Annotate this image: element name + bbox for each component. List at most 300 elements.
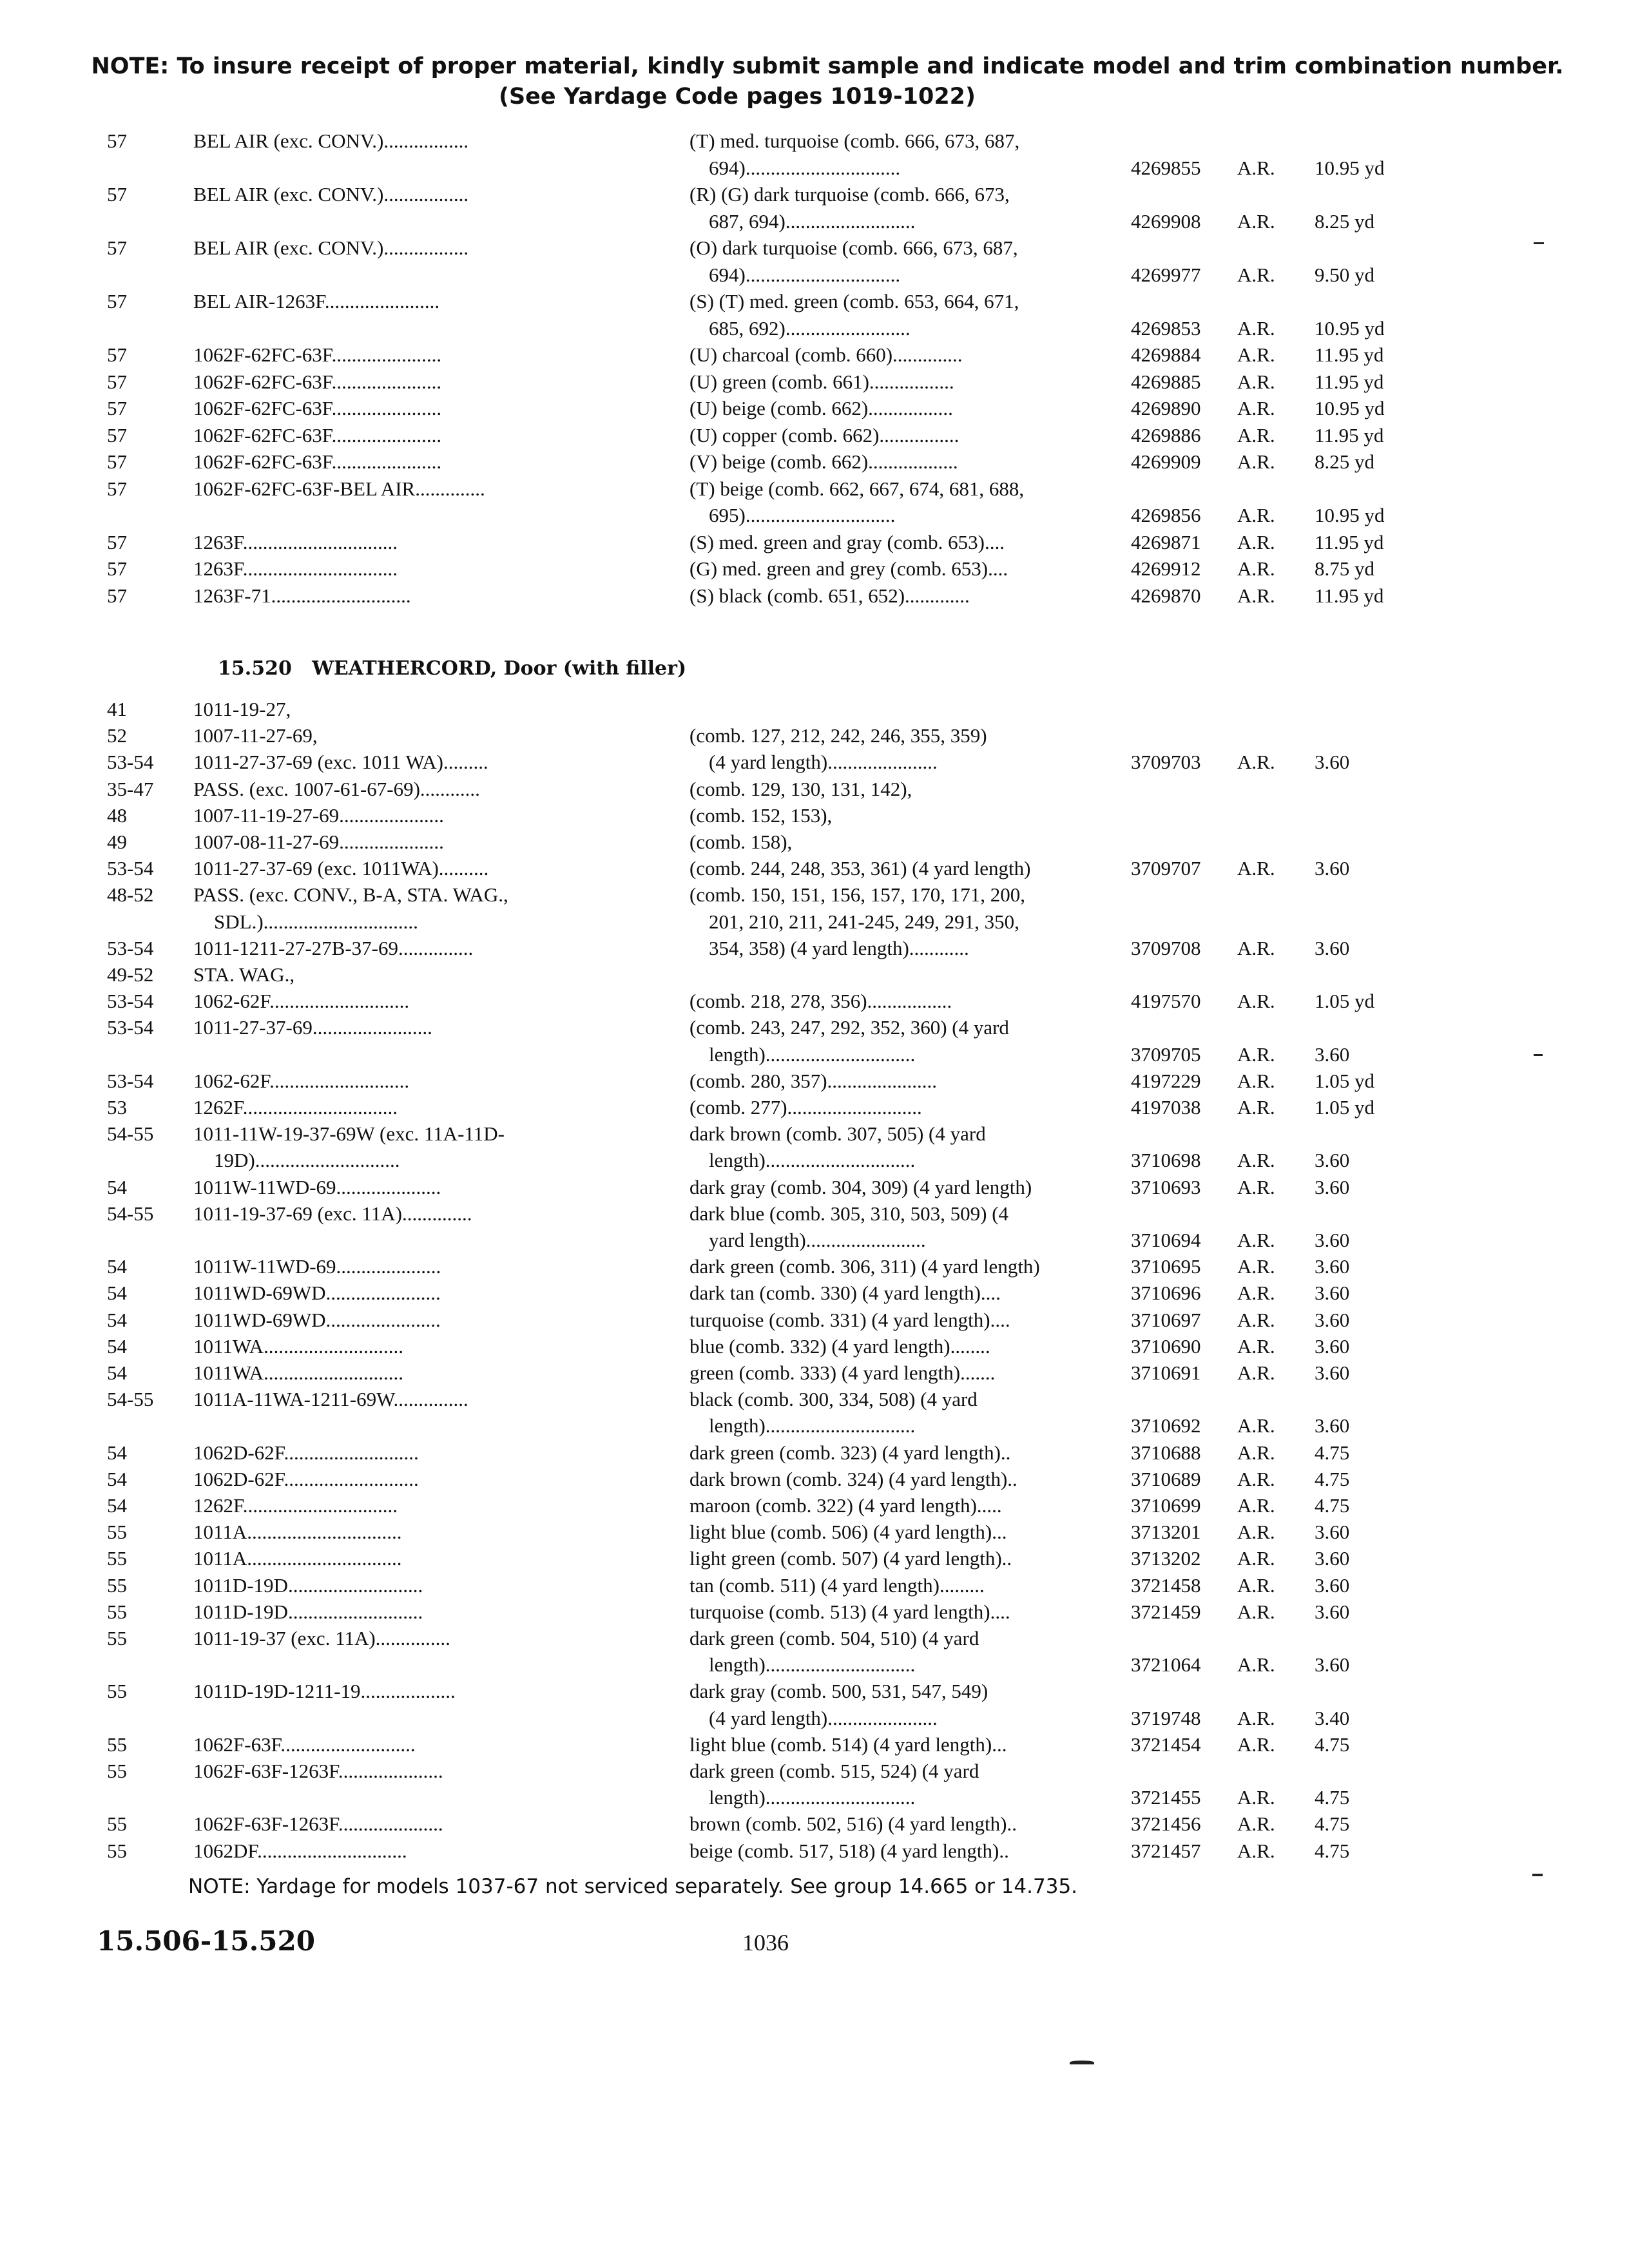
row-description: 687, 694).......................... (709, 209, 916, 233)
row-model: BEL AIR (exc. CONV.)................. (193, 130, 469, 152)
table-row (0, 208, 1547, 235)
row-description: dark brown (comb. 324) (4 yard length).. (689, 1467, 1017, 1490)
row-year: 55 (107, 1600, 127, 1623)
row-year: 53-54 (107, 1069, 154, 1092)
row-part-number: 3710698 (1131, 1149, 1201, 1172)
row-quantity: A.R. (1237, 857, 1275, 880)
row-description: (S) black (comb. 651, 652)............. (689, 584, 970, 607)
row-model: 1062F-63F-1263F..................... (193, 1760, 443, 1782)
row-price: 4.75 (1315, 1441, 1350, 1464)
row-year: 53 (107, 1096, 127, 1119)
row-price: 3.60 (1315, 1414, 1350, 1437)
row-model: 1011-27-37-69 (exc. 1011WA).......... (193, 857, 489, 880)
table-row (0, 262, 1547, 288)
row-price: 10.95 yd (1315, 504, 1385, 526)
row-model: 1007-11-27-69, (193, 724, 318, 747)
table-row (0, 1545, 1547, 1571)
table-row (0, 1599, 1547, 1625)
table-row (0, 1731, 1547, 1758)
header-note-line2: (See Yardage Code pages 1019-1022) (498, 84, 976, 110)
row-price: 8.75 yd (1315, 557, 1374, 580)
row-quantity: A.R. (1237, 209, 1275, 233)
row-quantity: A.R. (1237, 1441, 1275, 1464)
row-part-number: 4269871 (1131, 530, 1201, 553)
row-quantity: A.R. (1237, 1229, 1275, 1251)
table-row (0, 288, 1547, 314)
row-quantity: A.R. (1237, 1467, 1275, 1490)
row-model: 1011WA............................ (193, 1334, 404, 1358)
row-price: 3.60 (1315, 857, 1350, 880)
row-part-number: 4269885 (1131, 370, 1201, 393)
row-year: 41 (107, 698, 127, 720)
row-description: 695).............................. (709, 504, 896, 526)
row-quantity: A.R. (1237, 1786, 1275, 1809)
row-description: 694)............................... (709, 156, 901, 179)
row-quantity: A.R. (1237, 156, 1275, 179)
row-part-number: 3721454 (1131, 1733, 1201, 1756)
row-description: turquoise (comb. 513) (4 yard length).... (689, 1600, 1010, 1623)
row-price: 8.25 yd (1315, 209, 1374, 233)
row-year: 57 (107, 370, 127, 393)
table-row (0, 802, 1547, 829)
row-price: 8.25 yd (1315, 450, 1374, 473)
row-description: dark green (comb. 504, 510) (4 yard (689, 1627, 979, 1649)
row-price: 11.95 yd (1315, 370, 1384, 393)
row-part-number: 3721064 (1131, 1653, 1201, 1677)
row-part-number: 4269977 (1131, 263, 1201, 286)
row-quantity: A.R. (1237, 1334, 1275, 1358)
row-price: 3.60 (1315, 1175, 1350, 1198)
section-number: 15.520 (218, 657, 292, 680)
row-year: 48-52 (107, 883, 154, 907)
row-description: beige (comb. 517, 518) (4 yard length).. (689, 1839, 1009, 1862)
row-quantity: A.R. (1237, 1255, 1275, 1278)
row-description: 685, 692)......................... (709, 316, 911, 340)
row-description: (S) med. green and gray (comb. 653).... (689, 530, 1005, 553)
row-year: 54-55 (107, 1122, 154, 1146)
table-row (0, 881, 1547, 908)
row-quantity: A.R. (1237, 1706, 1275, 1729)
table-row (0, 988, 1547, 1014)
row-description: length).............................. (709, 1149, 916, 1172)
row-price: 3.60 (1315, 1521, 1350, 1544)
row-model: 1011A............................... (193, 1521, 402, 1544)
row-part-number: 3721455 (1131, 1786, 1201, 1809)
table-row (0, 529, 1547, 555)
row-price: 3.60 (1315, 936, 1350, 959)
row-model: 1263F............................... (193, 557, 398, 580)
row-model: 1062F-62FC-63F...................... (193, 450, 442, 473)
row-description: (comb. 218, 278, 356)................. (689, 990, 952, 1013)
row-model: 1062F-62FC-63F...................... (193, 343, 442, 366)
row-price: 3.60 (1315, 1149, 1350, 1172)
row-model: PASS. (exc. 1007-61-67-69)............ (193, 777, 480, 800)
table-row (0, 1360, 1547, 1386)
row-year: 57 (107, 477, 127, 500)
table-row (0, 1253, 1547, 1280)
row-description: dark blue (comb. 305, 310, 503, 509) (4 (689, 1202, 1009, 1225)
row-model: 1062F-62FC-63F-BEL AIR.............. (193, 477, 485, 500)
row-price: 3.60 (1315, 1547, 1350, 1570)
row-year: 54 (107, 1334, 127, 1358)
row-part-number: 3710690 (1131, 1334, 1201, 1358)
table-row (0, 1041, 1547, 1068)
table-row (0, 1678, 1547, 1704)
row-description: (G) med. green and grey (comb. 653).... (689, 557, 1008, 580)
table-row (0, 1094, 1547, 1120)
row-description: tan (comb. 511) (4 yard length)......... (689, 1573, 985, 1597)
row-year: 54 (107, 1361, 127, 1384)
table-row (0, 722, 1547, 749)
row-part-number: 3710699 (1131, 1494, 1201, 1517)
table-row (0, 908, 1547, 935)
row-year: 57 (107, 584, 127, 607)
table-row (0, 1758, 1547, 1784)
table-row (0, 369, 1547, 395)
row-year: 54 (107, 1255, 127, 1278)
row-description: (R) (G) dark turquoise (comb. 666, 673, (689, 183, 1010, 206)
row-model: 1011WD-69WD....................... (193, 1282, 441, 1305)
scan-mark (1534, 1054, 1543, 1056)
row-price: 4.75 (1315, 1733, 1350, 1756)
row-description: light green (comb. 507) (4 yard length).. (689, 1547, 1012, 1570)
row-part-number: 4269855 (1131, 156, 1201, 179)
table-row (0, 422, 1547, 448)
row-year: 55 (107, 1573, 127, 1597)
row-description: (comb. 150, 151, 156, 157, 170, 171, 200, (689, 883, 1025, 907)
row-year: 57 (107, 130, 127, 152)
table-row (0, 476, 1547, 502)
table-row (0, 696, 1547, 722)
row-year: 49-52 (107, 963, 154, 986)
row-year: 57 (107, 236, 127, 259)
row-description: dark tan (comb. 330) (4 yard length).... (689, 1282, 1001, 1305)
row-quantity: A.R. (1237, 423, 1275, 447)
table-row (0, 1439, 1547, 1466)
row-year: 55 (107, 1812, 127, 1836)
row-year: 53-54 (107, 990, 154, 1013)
row-model: 1062F-62FC-63F...................... (193, 423, 442, 447)
row-model: STA. WAG., (193, 963, 295, 986)
table-row (0, 1519, 1547, 1545)
row-description: 694)............................... (709, 263, 901, 286)
row-part-number: 3719748 (1131, 1706, 1201, 1729)
row-price: 4.75 (1315, 1812, 1350, 1836)
row-description: 354, 358) (4 yard length)............ (709, 936, 969, 959)
row-model: 1011D-19D........................... (193, 1600, 423, 1623)
table-row (0, 1784, 1547, 1811)
row-quantity: A.R. (1237, 1282, 1275, 1305)
row-model: 1062-62F............................ (193, 990, 410, 1013)
row-model: 1062F-63F........................... (193, 1733, 416, 1756)
row-quantity: A.R. (1237, 1308, 1275, 1331)
row-description: dark green (comb. 323) (4 yard length).. (689, 1441, 1011, 1464)
table-row (0, 1811, 1547, 1837)
row-quantity: A.R. (1237, 1812, 1275, 1836)
row-part-number: 3721456 (1131, 1812, 1201, 1836)
row-part-number: 3710696 (1131, 1282, 1201, 1305)
table-row (0, 1705, 1547, 1731)
row-description: turquoise (comb. 331) (4 yard length).... (689, 1308, 1010, 1331)
row-quantity: A.R. (1237, 1096, 1275, 1119)
row-part-number: 3710695 (1131, 1255, 1201, 1278)
row-quantity: A.R. (1237, 1494, 1275, 1517)
table-row (0, 582, 1547, 609)
row-quantity: A.R. (1237, 343, 1275, 366)
row-model: 1262F............................... (193, 1096, 398, 1119)
row-quantity: A.R. (1237, 370, 1275, 393)
row-year: 54 (107, 1441, 127, 1464)
row-model: 1011-19-37-69 (exc. 11A).............. (193, 1202, 472, 1225)
row-part-number: 3709707 (1131, 857, 1201, 880)
row-year: 52 (107, 724, 127, 747)
row-model: 1262F............................... (193, 1494, 398, 1517)
row-model: 1011-19-37 (exc. 11A)............... (193, 1627, 450, 1649)
row-year: 53-54 (107, 1016, 154, 1039)
row-part-number: 3710697 (1131, 1308, 1201, 1331)
row-description: (comb. 244, 248, 353, 361) (4 yard length) (689, 857, 1031, 880)
row-quantity: A.R. (1237, 1733, 1275, 1756)
bottom-note: NOTE: Yardage for models 1037-67 not serviced separately. See group 14.665 or 14.735. (188, 1875, 1078, 1898)
row-price: 9.50 yd (1315, 263, 1374, 286)
table-row (0, 235, 1547, 261)
row-year: 57 (107, 290, 127, 312)
row-quantity: A.R. (1237, 1653, 1275, 1677)
table-row (0, 1572, 1547, 1599)
footer-page-number: 1036 (742, 1930, 789, 1956)
row-quantity: A.R. (1237, 1573, 1275, 1597)
row-part-number: 3710688 (1131, 1441, 1201, 1464)
table-row (0, 1492, 1547, 1519)
row-model: 1007-11-19-27-69..................... (193, 803, 444, 827)
table-row (0, 1147, 1547, 1173)
row-year: 57 (107, 530, 127, 553)
table-row (0, 1227, 1547, 1253)
footer-section-reference: 15.506-15.520 (97, 1925, 315, 1957)
row-description: length).............................. (709, 1786, 916, 1809)
row-price: 3.60 (1315, 1282, 1350, 1305)
table-row (0, 1174, 1547, 1200)
row-description: length).............................. (709, 1043, 916, 1066)
row-model: BEL AIR-1263F....................... (193, 290, 440, 312)
section-heading (218, 656, 686, 682)
scan-mark (1070, 2061, 1094, 2064)
row-quantity: A.R. (1237, 1361, 1275, 1384)
row-description: blue (comb. 332) (4 yard length)........ (689, 1334, 990, 1358)
row-description: (comb. 277)........................... (689, 1096, 922, 1119)
row-year: 53-54 (107, 936, 154, 959)
row-price: 3.60 (1315, 1573, 1350, 1597)
row-description: brown (comb. 502, 516) (4 yard length).. (689, 1812, 1017, 1836)
row-description: (comb. 127, 212, 242, 246, 355, 359) (689, 724, 987, 747)
row-year: 55 (107, 1627, 127, 1649)
row-year: 53-54 (107, 751, 154, 774)
row-part-number: 3721457 (1131, 1839, 1201, 1862)
row-part-number: 4269890 (1131, 397, 1201, 419)
table-row (0, 749, 1547, 775)
row-year: 55 (107, 1839, 127, 1862)
row-quantity: A.R. (1237, 263, 1275, 286)
row-quantity: A.R. (1237, 1069, 1275, 1092)
row-price: 1.05 yd (1315, 1069, 1374, 1092)
row-model: 1011D-19D-1211-19................... (193, 1680, 456, 1703)
row-part-number: 4269856 (1131, 504, 1201, 526)
table-row (0, 829, 1547, 855)
row-price: 4.75 (1315, 1786, 1350, 1809)
row-description: (T) med. turquoise (comb. 666, 673, 687, (689, 130, 1020, 152)
table-row (0, 1386, 1547, 1412)
row-price: 10.95 yd (1315, 397, 1385, 419)
row-description: (comb. 129, 130, 131, 142), (689, 777, 912, 800)
row-model: 1062F-62FC-63F...................... (193, 370, 442, 393)
row-year: 54 (107, 1494, 127, 1517)
row-model: 1011W-11WD-69..................... (193, 1255, 441, 1278)
row-part-number: 4197038 (1131, 1096, 1201, 1119)
row-year: 54-55 (107, 1388, 154, 1411)
row-price: 3.60 (1315, 1600, 1350, 1623)
row-description: (T) beige (comb. 662, 667, 674, 681, 688, (689, 477, 1025, 500)
row-description: maroon (comb. 322) (4 yard length)..... (689, 1494, 1002, 1517)
row-part-number: 4269870 (1131, 584, 1201, 607)
row-part-number: 4197570 (1131, 990, 1201, 1013)
table-row (0, 315, 1547, 341)
row-quantity: A.R. (1237, 397, 1275, 419)
row-year: 55 (107, 1733, 127, 1756)
row-year: 57 (107, 557, 127, 580)
row-description: dark brown (comb. 307, 505) (4 yard (689, 1122, 986, 1146)
row-model: 1011-27-37-69........................ (193, 1016, 432, 1039)
row-part-number: 4197229 (1131, 1069, 1201, 1092)
row-description: (V) beige (comb. 662).................. (689, 450, 958, 473)
row-model: BEL AIR (exc. CONV.)................. (193, 183, 469, 206)
row-description: green (comb. 333) (4 yard length)....... (689, 1361, 996, 1384)
row-year: 54 (107, 1308, 127, 1331)
row-description: dark gray (comb. 304, 309) (4 yard length) (689, 1175, 1032, 1198)
row-quantity: A.R. (1237, 1600, 1275, 1623)
row-model: BEL AIR (exc. CONV.)................. (193, 236, 469, 259)
row-price: 3.40 (1315, 1706, 1350, 1729)
row-quantity: A.R. (1237, 584, 1275, 607)
row-model: 1263F-71............................ (193, 584, 411, 607)
row-model: 1007-08-11-27-69..................... (193, 831, 444, 853)
table-row (0, 395, 1547, 421)
table-row (0, 155, 1547, 181)
row-year: 55 (107, 1547, 127, 1570)
row-model: 1062-62F............................ (193, 1069, 410, 1092)
table-row (0, 961, 1547, 988)
table-row (0, 1333, 1547, 1360)
row-year: 35-47 (107, 777, 154, 800)
row-part-number: 3709703 (1131, 751, 1201, 774)
row-part-number: 4269853 (1131, 316, 1201, 340)
row-model: 1011A-11WA-1211-69W............... (193, 1388, 468, 1411)
row-year: 54 (107, 1175, 127, 1198)
row-model: 1011-11W-19-37-69W (exc. 11A-11D- (193, 1122, 505, 1146)
row-year: 57 (107, 397, 127, 419)
row-model: 19D)............................. (214, 1149, 400, 1172)
table-row (0, 341, 1547, 368)
row-part-number: 3710691 (1131, 1361, 1201, 1384)
row-quantity: A.R. (1237, 751, 1275, 774)
table-row (0, 1307, 1547, 1333)
row-year: 48 (107, 803, 127, 827)
row-model: 1011WA............................ (193, 1361, 404, 1384)
row-price: 3.60 (1315, 751, 1350, 774)
row-description: dark gray (comb. 500, 531, 547, 549) (689, 1680, 988, 1703)
row-description: 201, 210, 211, 241-245, 249, 291, 350, (709, 910, 1019, 933)
table-row (0, 502, 1547, 528)
row-quantity: A.R. (1237, 1547, 1275, 1570)
row-part-number: 3721458 (1131, 1573, 1201, 1597)
row-model: 1062D-62F........................... (193, 1467, 419, 1490)
row-description: (comb. 243, 247, 292, 352, 360) (4 yard (689, 1016, 1009, 1039)
table-row (0, 1838, 1547, 1864)
row-price: 3.60 (1315, 1229, 1350, 1251)
row-year: 57 (107, 423, 127, 447)
row-year: 57 (107, 343, 127, 366)
row-year: 54-55 (107, 1202, 154, 1225)
row-description: yard length)........................ (709, 1229, 926, 1251)
row-part-number: 3713201 (1131, 1521, 1201, 1544)
row-part-number: 4269908 (1131, 209, 1201, 233)
row-description: (S) (T) med. green (comb. 653, 664, 671, (689, 290, 1019, 312)
row-description: (U) beige (comb. 662)................. (689, 397, 953, 419)
row-quantity: A.R. (1237, 316, 1275, 340)
row-year: 49 (107, 831, 127, 853)
table-row (0, 555, 1547, 582)
table-row (0, 181, 1547, 207)
table-row (0, 1068, 1547, 1094)
row-model: 1011-1211-27-27B-37-69............... (193, 936, 474, 959)
row-year: 54 (107, 1282, 127, 1305)
table-row (0, 935, 1547, 961)
row-year: 55 (107, 1521, 127, 1544)
scan-mark (1532, 1874, 1543, 1876)
row-model: 1062D-62F........................... (193, 1441, 419, 1464)
row-quantity: A.R. (1237, 1414, 1275, 1437)
row-price: 3.60 (1315, 1653, 1350, 1677)
row-description: black (comb. 300, 334, 508) (4 yard (689, 1388, 978, 1411)
row-part-number: 4269909 (1131, 450, 1201, 473)
row-price: 4.75 (1315, 1467, 1350, 1490)
row-year: 55 (107, 1760, 127, 1782)
row-year: 53-54 (107, 857, 154, 880)
row-quantity: A.R. (1237, 504, 1275, 526)
row-quantity: A.R. (1237, 530, 1275, 553)
row-description: length).............................. (709, 1653, 916, 1677)
row-part-number: 3710693 (1131, 1175, 1201, 1198)
row-description: (4 yard length)...................... (709, 751, 938, 774)
row-description: (U) charcoal (comb. 660).............. (689, 343, 963, 366)
row-price: 3.60 (1315, 1308, 1350, 1331)
row-part-number: 3710694 (1131, 1229, 1201, 1251)
row-price: 10.95 yd (1315, 156, 1385, 179)
row-description: dark green (comb. 515, 524) (4 yard (689, 1760, 979, 1782)
row-price: 11.95 yd (1315, 423, 1384, 447)
row-price: 11.95 yd (1315, 584, 1384, 607)
row-part-number: 3710692 (1131, 1414, 1201, 1437)
row-price: 3.60 (1315, 1361, 1350, 1384)
table-row (0, 1625, 1547, 1651)
table-row (0, 1014, 1547, 1041)
row-part-number: 3713202 (1131, 1547, 1201, 1570)
row-quantity: A.R. (1237, 1175, 1275, 1198)
row-description: dark green (comb. 306, 311) (4 yard length) (689, 1255, 1040, 1278)
row-quantity: A.R. (1237, 1839, 1275, 1862)
row-description: (U) copper (comb. 662)................ (689, 423, 959, 447)
row-description: (O) dark turquoise (comb. 666, 673, 687, (689, 236, 1018, 259)
row-quantity: A.R. (1237, 557, 1275, 580)
